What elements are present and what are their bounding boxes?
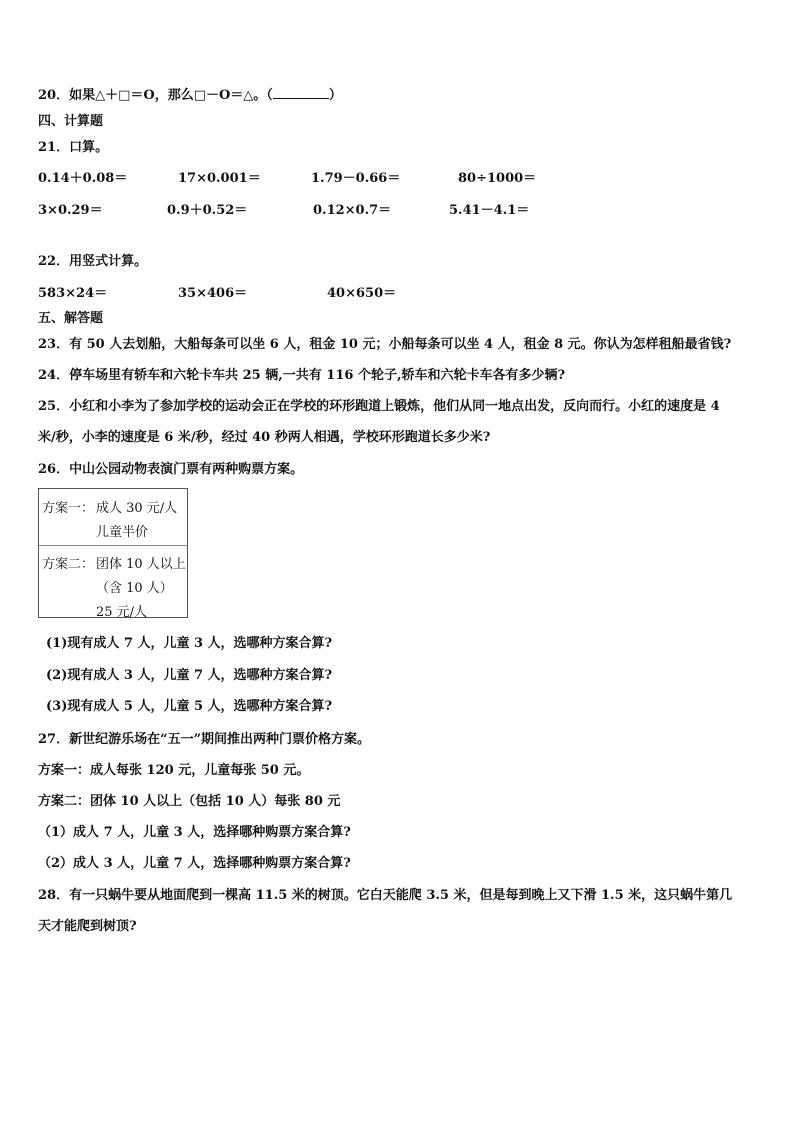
- plan2-label: 方案二：: [42, 557, 95, 572]
- question-20: [38, 84, 342, 103]
- question-25-line2: 米/秒，小李的速度是 6 米/秒，经过 40 秒两人相遇，学校环形跑道长多少米?: [38, 430, 491, 445]
- question-27-sub1: （1）成人 7 人，儿童 3 人，选择哪种购票方案合算?: [38, 825, 351, 840]
- section-heading-word-problems: 五、解答题: [38, 311, 104, 326]
- plan1-label: 方案一：: [42, 501, 95, 516]
- question-20-close: ）: [328, 88, 342, 103]
- question-28-line1: 28．有一只蜗牛要从地面爬到一棵高 11.5 米的树顶。它白天能爬 3.5 米，但是每到晚上又下滑 1.5 米，这只蜗牛第几: [38, 888, 733, 903]
- ticket-plan-table: [38, 488, 188, 618]
- oral-calc-item: 3×0.29＝: [38, 203, 103, 218]
- oral-calc-item: 1.79－0.66＝: [311, 171, 401, 186]
- plan1-adult-price: 成人 30 元/人: [96, 501, 178, 516]
- question-27-title: 27．新世纪游乐场在“五一”期间推出两种门票价格方案。: [38, 732, 371, 747]
- question-27-sub2: （2）成人 3 人，儿童 7 人，选择哪种购票方案合算?: [38, 856, 351, 871]
- question-24: 24．停车场里有轿车和六轮卡车共 25 辆,一共有 116 个轮子,轿车和六轮卡车各有多少辆?: [38, 368, 566, 383]
- question-21-title: 21．口算。: [38, 140, 109, 155]
- oral-calc-item: 5.41－4.1＝: [449, 203, 530, 218]
- plan2-price: 25 元/人: [96, 605, 148, 620]
- plan2-inclusive-note: （含 10 人）: [96, 581, 173, 596]
- question-22-title: 22．用竖式计算。: [38, 254, 148, 269]
- plan1-child-price: 儿童半价: [96, 525, 149, 540]
- oral-calc-item: 0.9＋0.52＝: [167, 203, 248, 218]
- vertical-calc-item: 40×650＝: [327, 286, 397, 301]
- oral-calc-item: 80÷1000＝: [458, 171, 537, 186]
- answer-blank[interactable]: [273, 86, 329, 99]
- oral-calc-item: 0.14＋0.08＝: [38, 171, 128, 186]
- question-26-sub1: (1)现有成人 7 人，儿童 3 人，选哪种方案合算?: [46, 636, 333, 651]
- vertical-calc-item: 583×24＝: [38, 286, 108, 301]
- question-27-plan1: 方案一：成人每张 120 元，儿童每张 50 元。: [38, 763, 310, 778]
- section-heading-calculation: 四、计算题: [38, 114, 104, 129]
- question-26-title: 26．中山公园动物表演门票有两种购票方案。: [38, 462, 304, 477]
- question-26-sub3: (3)现有成人 5 人，儿童 5 人，选哪种方案合算?: [46, 699, 333, 714]
- question-23: 23．有 50 人去划船，大船每条可以坐 6 人，租金 10 元；小船每条可以坐 4 人，租金 8 元。你认为怎样租船最省钱?: [38, 337, 732, 352]
- plan2-group-condition: 团体 10 人以上: [96, 557, 186, 572]
- oral-calc-item: 0.12×0.7＝: [313, 203, 392, 218]
- question-27-plan2: 方案二：团体 10 人以上（包括 10 人）每张 80 元: [38, 794, 341, 809]
- question-28-line2: 天才能爬到树顶?: [38, 919, 137, 934]
- oral-calc-item: 17×0.001＝: [178, 171, 261, 186]
- vertical-calc-item: 35×406＝: [178, 286, 248, 301]
- question-26-sub2: (2)现有成人 3 人，儿童 7 人，选哪种方案合算?: [46, 668, 333, 683]
- table-divider: [39, 545, 187, 546]
- question-25-line1: 25．小红和小李为了参加学校的运动会正在学校的环形跑道上锻炼，他们从同一地点出发，反向而行。小红的速度是 4: [38, 399, 720, 414]
- question-20-text: 20．如果△＋□＝O，那么□－O＝△。（: [38, 88, 273, 103]
